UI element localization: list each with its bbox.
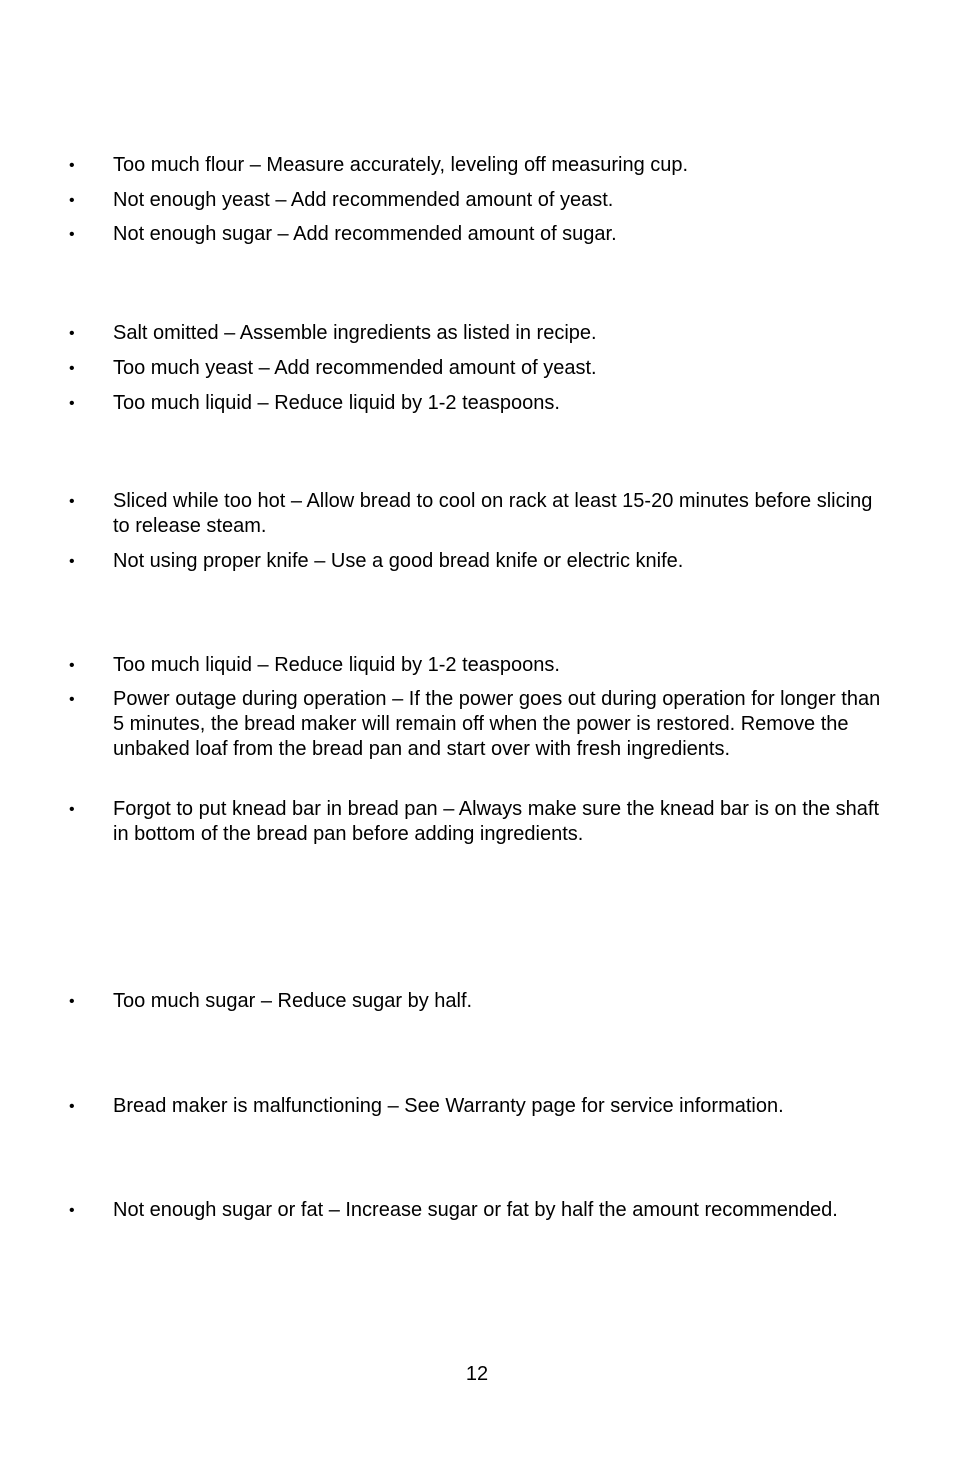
list-item-text: Forgot to put knead bar in bread pan – Always make sure the knead bar is on the shaft in bottom of the bread pan before adding ingredients.	[113, 798, 880, 845]
list-item	[69, 188, 893, 213]
bullet-icon: •	[69, 395, 75, 412]
list-item	[69, 356, 893, 381]
list-item	[69, 687, 893, 762]
bullet-icon: •	[69, 493, 75, 510]
list-item-text: Too much liquid – Reduce liquid by 1-2 teaspoons.	[113, 654, 560, 676]
bullet-icon: •	[69, 1202, 75, 1219]
bullet-icon: •	[69, 553, 75, 570]
list-item	[69, 321, 893, 346]
bullet-icon: •	[69, 226, 75, 243]
list-item-text: Salt omitted – Assemble ingredients as listed in recipe.	[113, 322, 597, 344]
bullet-icon: •	[69, 993, 75, 1010]
bullet-icon: •	[69, 325, 75, 342]
list-item-text: Too much sugar – Reduce sugar by half.	[113, 990, 473, 1012]
list-item-text: Power outage during operation – If the power goes out during operation for longer than 5 minutes, the bread maker will remain off when the power is restored. Remove the unbaked loaf from the bread pan and start over with fresh ingredients.	[113, 688, 881, 760]
list-item-text: Sliced while too hot – Allow bread to cool on rack at least 15-20 minutes before slicing to release steam.	[113, 490, 873, 537]
list-item-text: Too much flour – Measure accurately, leveling off measuring cup.	[113, 154, 689, 176]
page-number: 12	[465, 1363, 489, 1385]
list-item-text: Too much yeast – Add recommended amount of yeast.	[113, 357, 597, 379]
list-item	[69, 222, 893, 247]
list-item-text: Not using proper knife – Use a good bread knife or electric knife.	[113, 550, 684, 572]
list-item	[69, 489, 893, 539]
list-item	[69, 797, 893, 847]
list-item-text: Not enough sugar – Add recommended amount of sugar.	[113, 223, 617, 245]
list-item	[69, 391, 893, 416]
bullet-icon: •	[69, 1098, 75, 1115]
bullet-icon: •	[69, 801, 75, 818]
list-item-text: Bread maker is malfunctioning – See Warranty page for service information.	[113, 1095, 784, 1117]
list-item	[69, 153, 893, 178]
bullet-icon: •	[69, 192, 75, 209]
list-item	[69, 1094, 893, 1119]
list-item	[69, 1198, 893, 1223]
list-item	[69, 549, 893, 574]
list-item-text: Not enough sugar or fat – Increase sugar or fat by half the amount recommended.	[113, 1199, 838, 1221]
list-item	[69, 989, 893, 1014]
list-item	[69, 653, 893, 678]
bullet-icon: •	[69, 657, 75, 674]
list-item-text: Too much liquid – Reduce liquid by 1-2 teaspoons.	[113, 392, 560, 414]
list-item-text: Not enough yeast – Add recommended amount of yeast.	[113, 189, 614, 211]
bullet-icon: •	[69, 157, 75, 174]
bullet-icon: •	[69, 360, 75, 377]
bullet-icon: •	[69, 691, 75, 708]
